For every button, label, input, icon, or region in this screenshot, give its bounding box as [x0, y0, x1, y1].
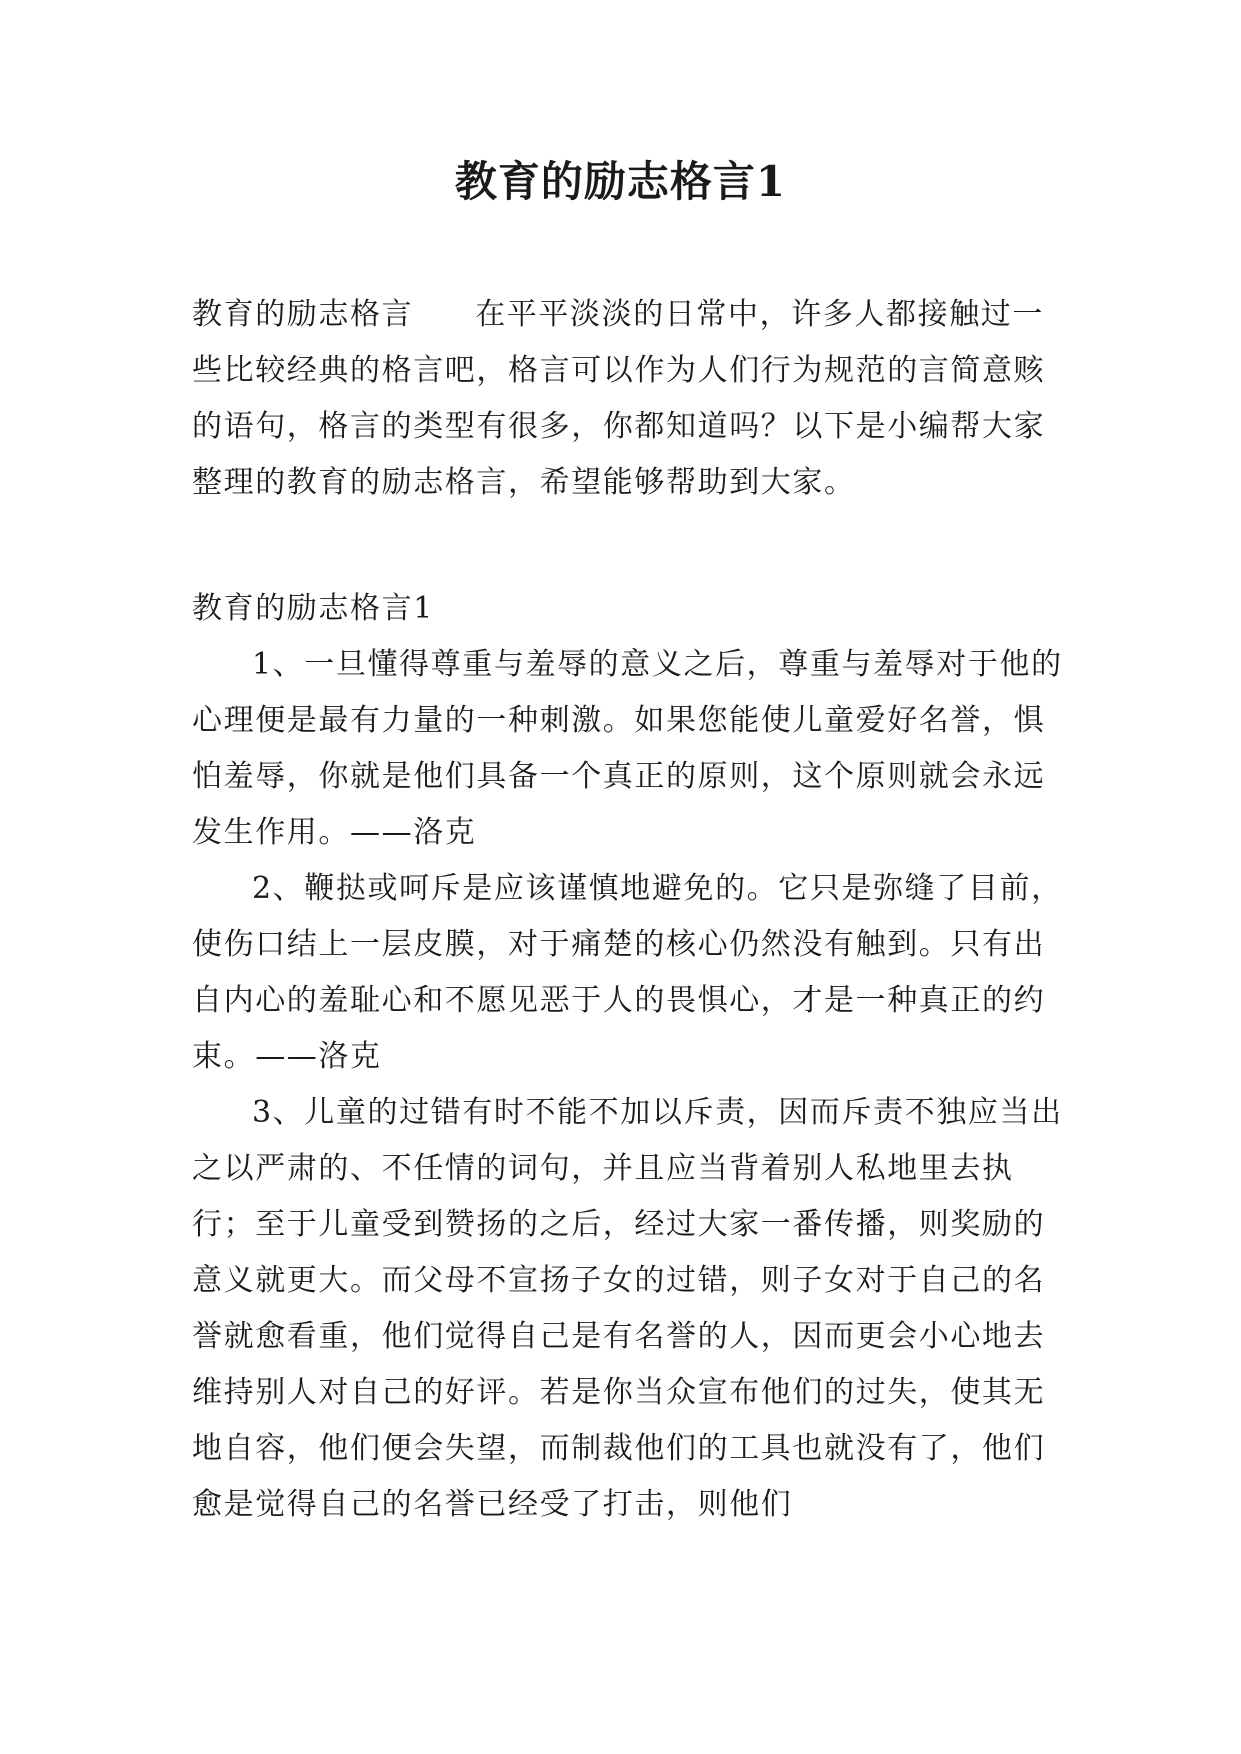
- quote-text: 3、儿童的过错有时不能不加以斥责，因而斥责不独应当出之以严肃的、不任情的词句，并且应当背着别人私地里去执行；至于儿童受到赞扬的之后，经过大家一番传播，则奖励的意义就更大。而父母不宣扬子女的过错，则子女对于自己的名誉就愈看重，他们觉得自己是有名誉的人，因而更会小心地去维持别人对自己的好评。若是你当众宣布他们的过失，使其无地自容，他们便会失望，而制裁他们的工具也就没有了，他们愈是觉得自己的名誉已经受了打击，则他们: [192, 1095, 1063, 1522]
- quote-item: [192, 861, 1072, 1085]
- intro-paragraph: [192, 287, 1072, 511]
- quote-text: 2、鞭挞或呵斥是应该谨慎地避免的。它只是弥缝了目前，使伤口结上一层皮膜，对于痛楚的核心仍然没有触到。只有出自内心的羞耻心和不愿见恶于人的畏惧心，才是一种真正的约束。——洛克: [192, 871, 1063, 1074]
- intro-label: 教育的励志格言: [192, 297, 414, 332]
- quote-item: [192, 1085, 1072, 1533]
- quote-item: [192, 637, 1072, 861]
- quote-text: 1、一旦懂得尊重与羞辱的意义之后，尊重与羞辱对于他的心理便是最有力量的一种刺激。如果您能使儿童爱好名誉，惧怕羞辱，你就是他们具备一个真正的原则，这个原则就会永远发生作用。——洛克: [192, 647, 1063, 850]
- page-title: 教育的励志格言1: [454, 157, 787, 206]
- quote-list: [192, 637, 1072, 1533]
- intro-text: 在平平淡淡的日常中，许多人都接触过一些比较经典的格言吧，格言可以作为人们行为规范的言简意赅的语句，格言的类型有很多，你都知道吗？以下是小编帮大家整理的教育的励志格言，希望能够帮助到大家。: [192, 297, 1046, 500]
- section-heading: 教育的励志格言1: [192, 591, 434, 626]
